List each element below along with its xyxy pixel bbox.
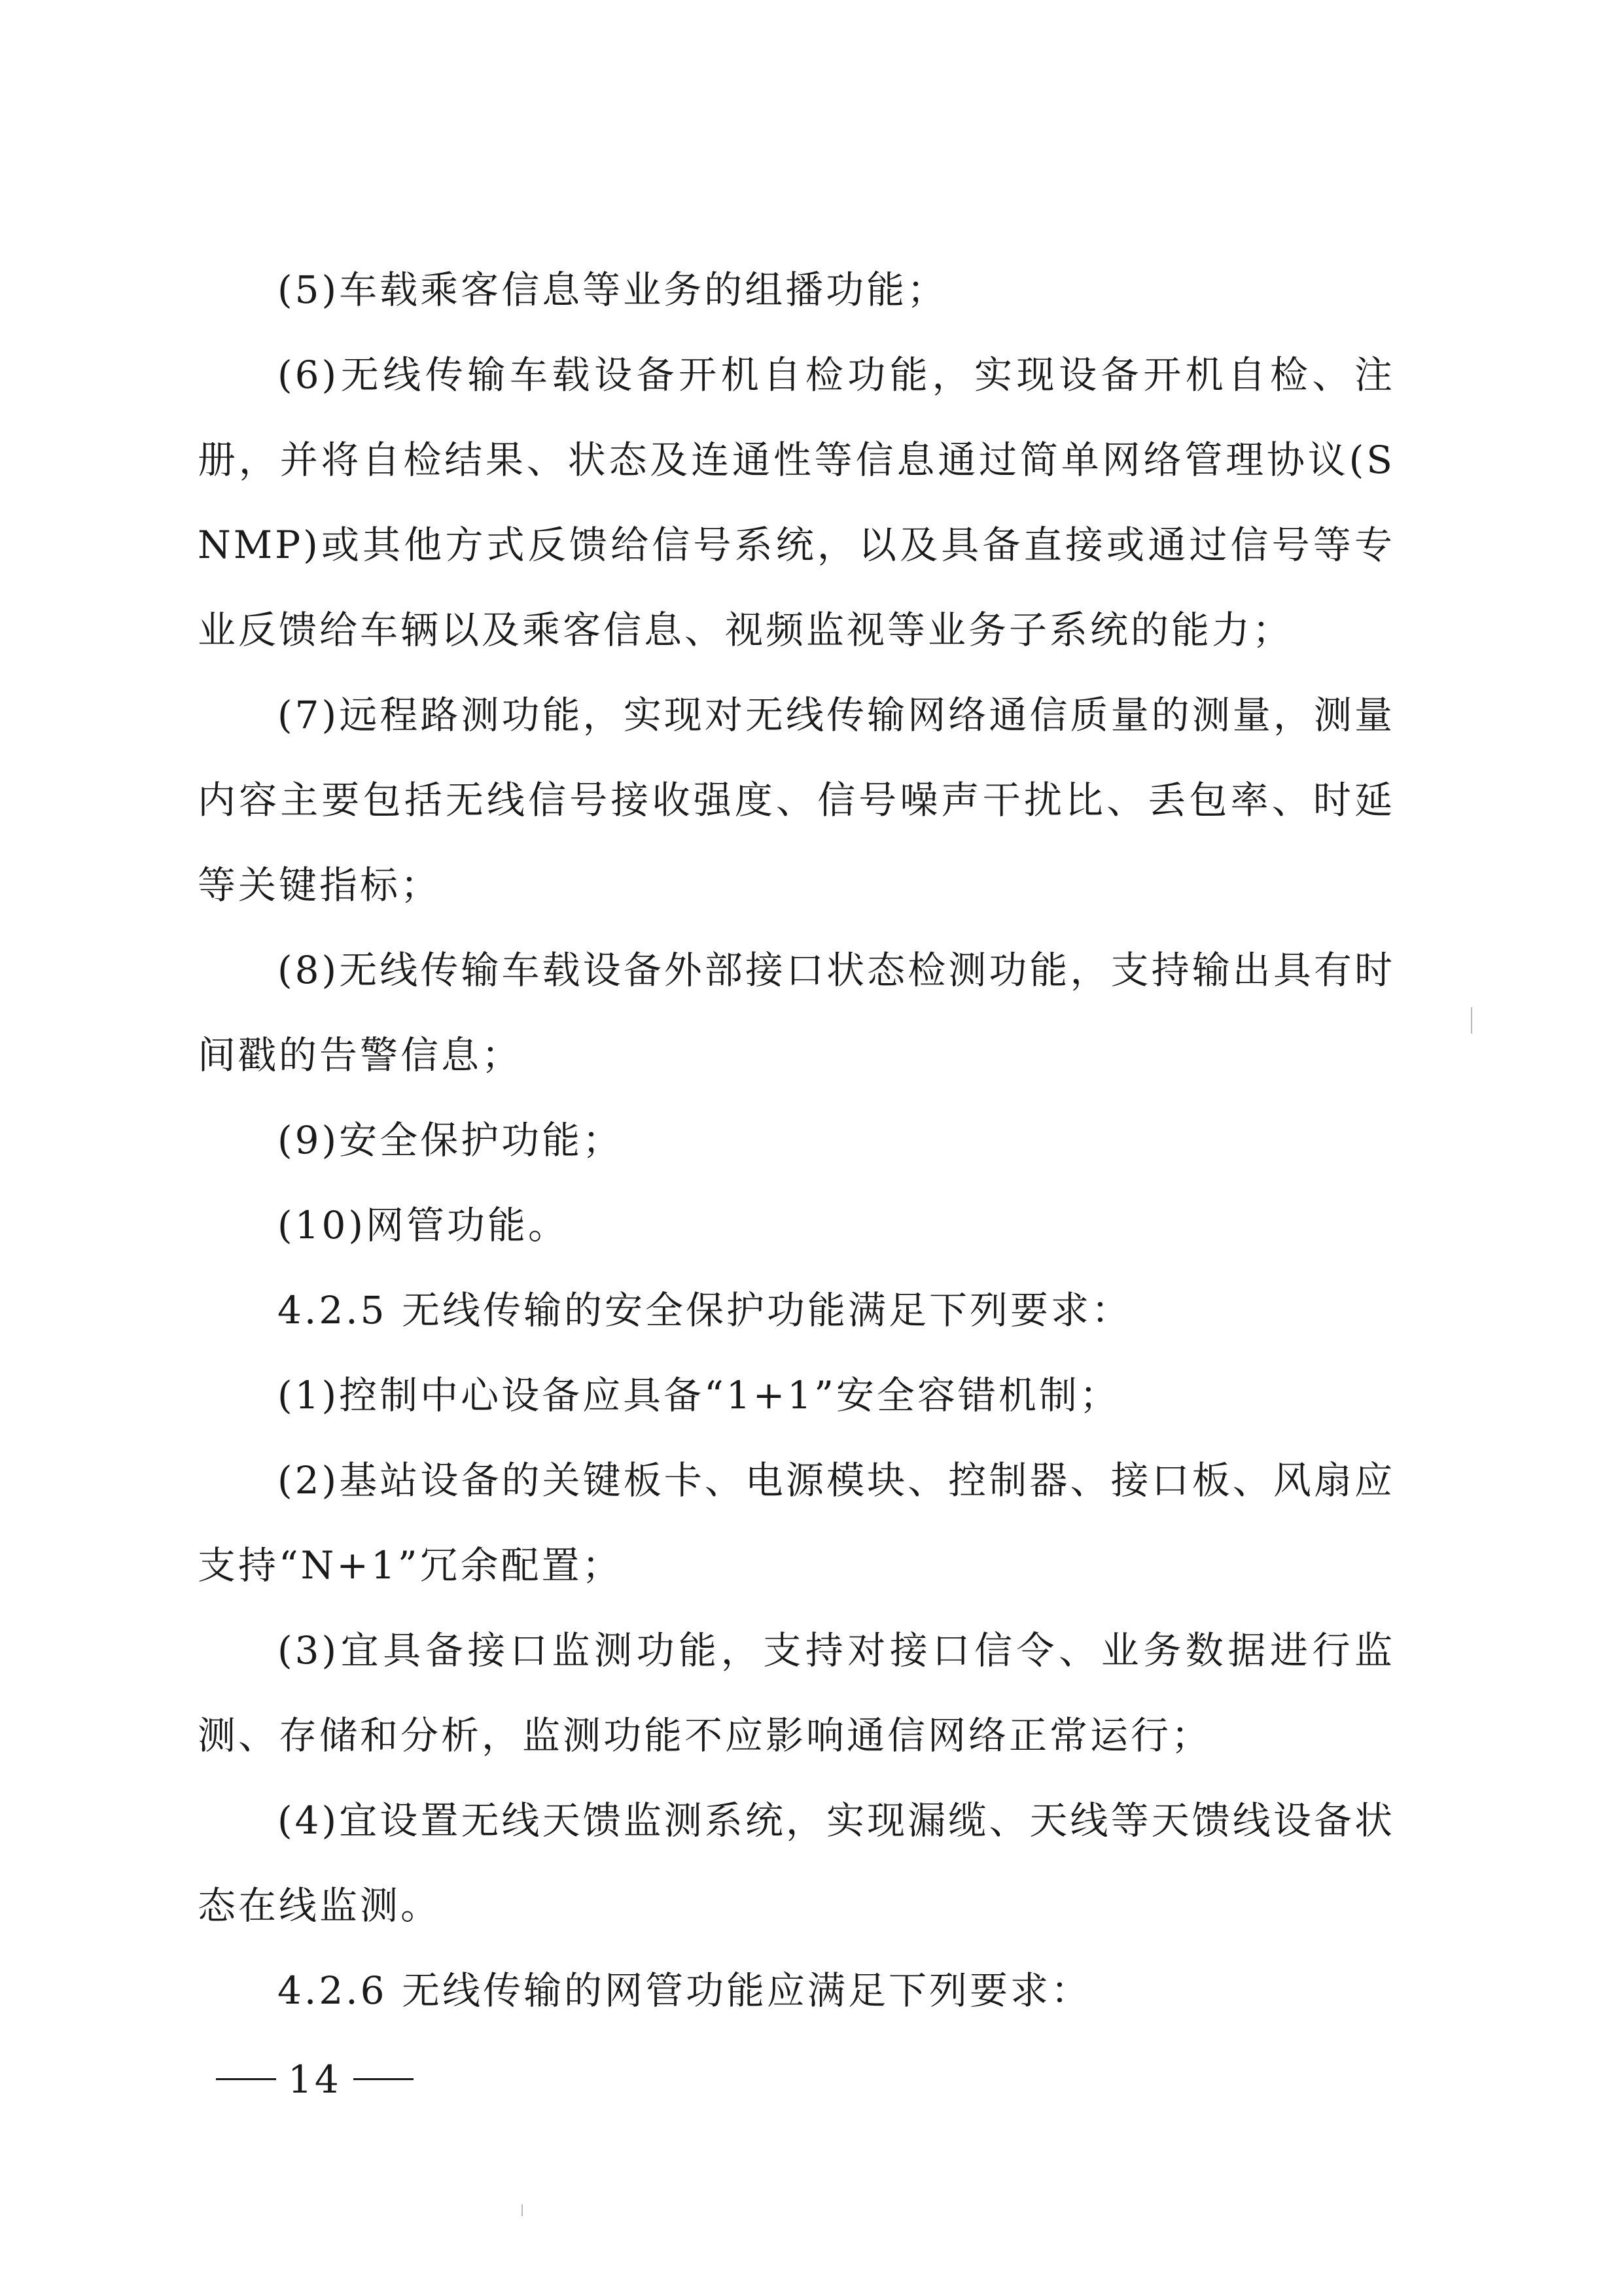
scan-mark <box>521 2204 523 2216</box>
paragraph-item-9: (9)安全保护功能； <box>277 1118 624 1162</box>
clause-item-3: (3)宜具备接口监测功能，支持对接口信令、业务数据进行监测、存储和分析，监测功能不应影响通信网络正常运行； <box>198 1628 1395 1758</box>
page-number-value: 14 <box>288 2057 342 2102</box>
scan-mark <box>1471 1007 1472 1034</box>
page-body <box>198 247 1395 2033</box>
clause-item-1: (1)控制中心设备应具备“1+1”安全容错机制； <box>277 1373 1120 1418</box>
clause-heading-4-2-6: 4.2.6 无线传输的网管功能应满足下列要求： <box>277 1968 1092 2013</box>
paragraph-item-7: (7)远程路测功能，实现对无线传输网络通信质量的测量，测量内容主要包括无线信号接收强度、信号噪声干扰比、丢包率、时延等关键指标； <box>198 693 1395 907</box>
paragraph-item-8: (8)无线传输车载设备外部接口状态检测功能，支持输出具有时间戳的告警信息； <box>198 948 1395 1077</box>
clause-heading-4-2-5: 4.2.5 无线传输的安全保护功能满足下列要求： <box>277 1288 1133 1332</box>
paragraph-item-10: (10)网管功能。 <box>277 1203 569 1247</box>
paragraph-item-6: (6)无线传输车载设备开机自检功能，实现设备开机自检、注册，并将自检结果、状态及连通性等信息通过简单网络管理协议(SNMP)或其他方式反馈给信号系统，以及具备直接或通过信号等专业反馈给车辆以及乘客信息、视频监视等业务子系统的能力； <box>198 353 1395 652</box>
paragraph-item-5: (5)车载乘客信息等业务的组播功能； <box>277 268 948 312</box>
clause-item-2: (2)基站设备的关键板卡、电源模块、控制器、接口板、风扇应支持“N+1”冗余配置； <box>198 1458 1395 1588</box>
page-number-left-dash <box>216 2078 276 2080</box>
page-number <box>204 2054 425 2102</box>
page-number-right-dash <box>353 2078 414 2080</box>
clause-item-4: (4)宜设置无线天馈监测系统，实现漏缆、天线等天馈线设备状态在线监测。 <box>198 1798 1395 1928</box>
